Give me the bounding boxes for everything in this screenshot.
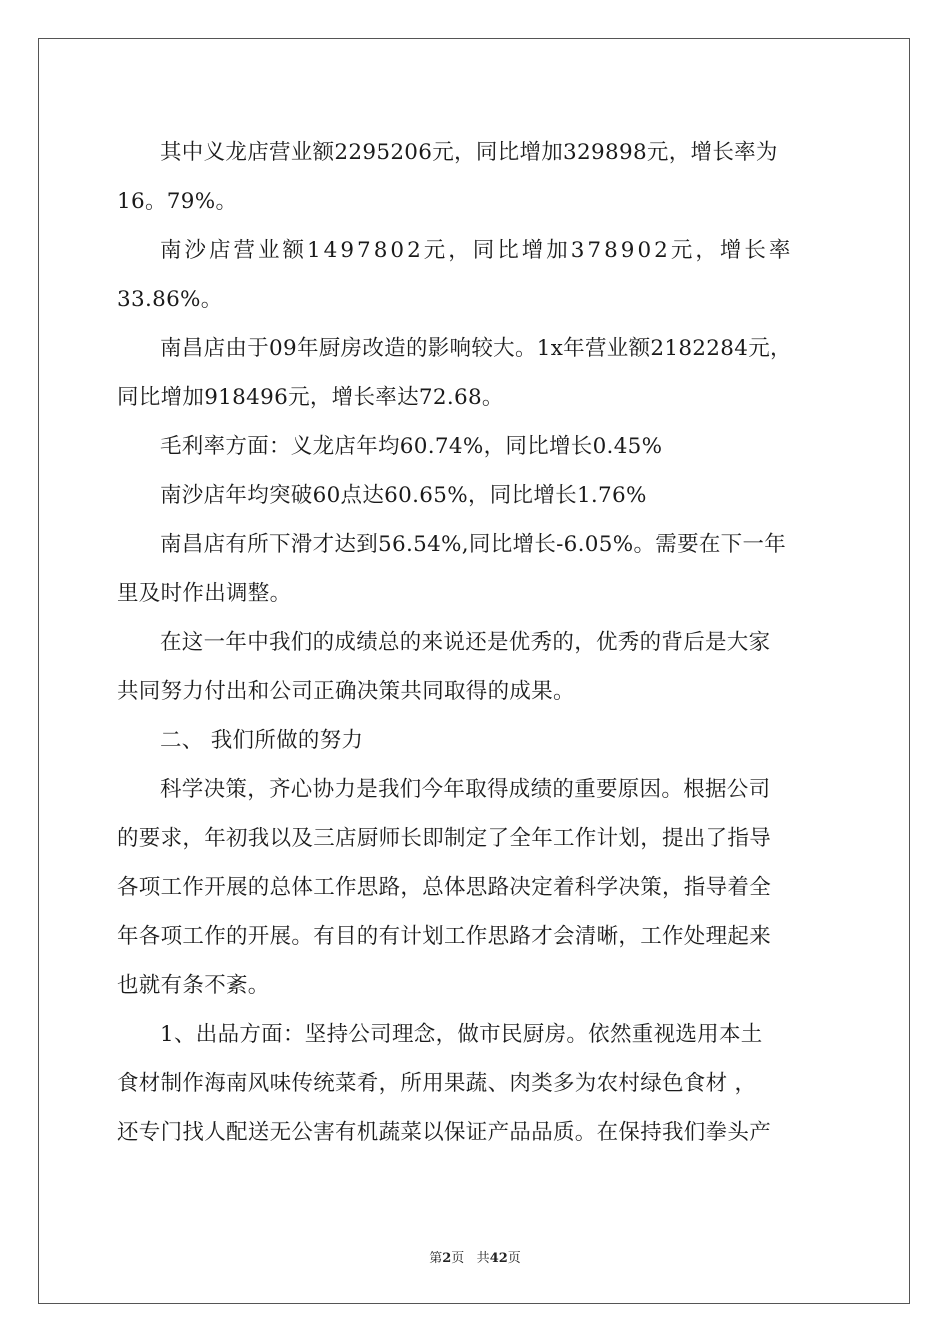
paragraph-product-output: [117, 1010, 835, 1157]
paragraph-nanchang-revenue: [117, 324, 835, 422]
text-line: 年各项工作的开展。有目的有计划工作思路才会清晰，工作处理起来: [117, 924, 772, 949]
text-line: 1、出品方面：坚持公司理念，做市民厨房。依然重视选用本土: [160, 1022, 763, 1047]
paragraph-scientific-decision: [117, 765, 835, 1010]
text-line: 南沙店营业额1497802元，同比增加378902元，增长率: [160, 238, 794, 263]
paragraph-nansha-revenue: [117, 226, 835, 324]
text-line: 同比增加918496元，增长率达72.68。: [117, 385, 504, 410]
text-line: 南昌店有所下滑才达到56.54%,同比增长-6.05%。需要在下一年: [160, 532, 787, 557]
text-line: 各项工作开展的总体工作思路，总体思路决定着科学决策，指导着全: [117, 875, 772, 900]
text-line: 二、 我们所做的努力: [160, 728, 364, 753]
total-label-prefix: 共: [476, 1251, 490, 1266]
paragraph-yilong-revenue: [117, 128, 835, 226]
paragraph-gross-margin: [117, 422, 835, 471]
paragraph-nanchang-margin: [117, 520, 835, 618]
text-line: 南沙店年均突破60点达60.65%，同比增长1.76%: [160, 483, 647, 508]
text-line: 共同努力付出和公司正确决策共同取得的成果。: [117, 679, 575, 704]
text-line: 16。79%。: [117, 189, 238, 214]
total-pages-number: 42: [489, 1251, 508, 1266]
text-line: 里及时作出调整。: [117, 581, 292, 606]
page-label-suffix: 页: [451, 1251, 465, 1266]
text-line: 33.86%。: [117, 287, 223, 312]
current-page-number: 2: [442, 1251, 452, 1266]
paragraph-nansha-margin: [117, 471, 835, 520]
text-line: 毛利率方面：义龙店年均60.74%，同比增长0.45%: [160, 434, 663, 459]
text-line: 其中义龙店营业额2295206元，同比增加329898元，增长率为: [160, 140, 778, 165]
page-label-prefix: 第: [429, 1251, 443, 1266]
text-line: 食材制作海南风味传统菜肴，所用果蔬、肉类多为农村绿色食材 ，: [117, 1071, 757, 1096]
text-line: 还专门找人配送无公害有机蔬菜以保证产品品质。在保持我们拳头产: [117, 1120, 772, 1145]
text-line: 也就有条不紊。: [117, 973, 270, 998]
document-body: [117, 128, 835, 1157]
text-line: 南昌店由于09年厨房改造的影响较大。1x年营业额2182284元，: [160, 336, 792, 361]
total-label-suffix: 页: [507, 1251, 521, 1266]
text-line: 科学决策，齐心协力是我们今年取得成绩的重要原因。根据公司: [160, 777, 771, 802]
text-line: 的要求，年初我以及三店厨师长即制定了全年工作计划，提出了指导: [117, 826, 772, 851]
page-footer: [0, 1247, 950, 1266]
text-line: 在这一年中我们的成绩总的来说还是优秀的，优秀的背后是大家: [160, 630, 771, 655]
section-heading-efforts: [117, 716, 835, 765]
paragraph-summary: [117, 618, 835, 716]
